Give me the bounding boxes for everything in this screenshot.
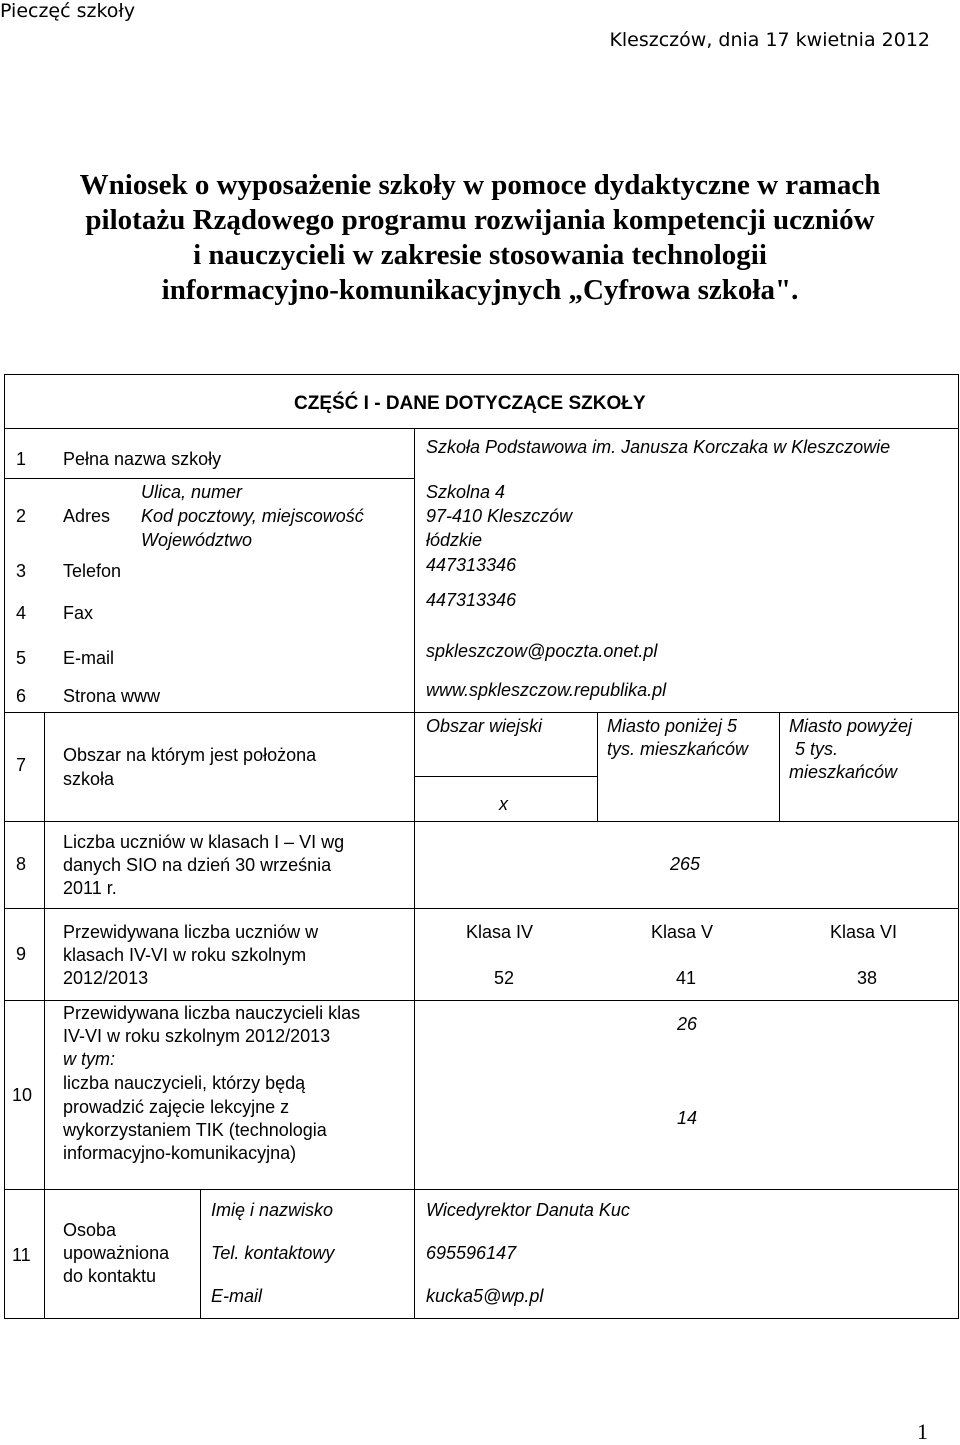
street-label: Ulica, numer [141,482,243,502]
postal-label: Kod pocztowy, miejscowość [141,506,364,526]
area-option-town-small: tys. mieszkańców [607,739,749,759]
place-date: Kleszczów, dnia 17 kwietnia 2012 [609,29,930,51]
row-number: 7 [16,755,27,775]
area-option-town-large: Miasto powyżej [789,716,913,736]
contact-phone-value: 695596147 [426,1243,517,1263]
postal-value: 97-410 Kleszczów [426,506,573,526]
fax-value: 447313346 [426,590,517,610]
row-number: 10 [12,1085,33,1105]
class-header: Klasa V [651,922,714,942]
students-label: Liczba uczniów w klasach I – VI wg [63,832,345,852]
forecast-students-label: klasach IV-VI w roku szkolnym [63,945,307,965]
contact-email-label: E-mail [211,1286,263,1306]
website-link[interactable]: www.spkleszczow.republika.pl [426,680,667,700]
row-number: 4 [16,603,27,623]
contact-name-value: Wicedyrektor Danuta Kuc [426,1200,630,1220]
email-link[interactable]: spkleszczow@poczta.onet.pl [426,641,658,661]
teachers-label: w tym: [63,1049,115,1069]
voivodeship-label: Województwo [141,530,253,550]
area-label: Obszar na którym jest położona [63,745,317,765]
street-value: Szkolna 4 [426,482,506,502]
forecast-students-label: Przewidywana liczba uczniów w [63,922,319,942]
voivodeship-value: łódzkie [426,530,483,550]
area-selected-mark: x [499,794,508,814]
class-value: 52 [494,968,515,988]
forecast-students-label: 2012/2013 [63,968,149,988]
school-stamp-label: Pieczęć szkoły [0,0,136,22]
area-option-town-small: Miasto poniżej 5 [607,716,738,736]
row-number: 8 [16,854,27,874]
teachers-value: 26 [677,1014,698,1034]
area-label: szkoła [63,769,115,789]
page-number: 1 [917,1419,928,1444]
row-number: 11 [12,1245,31,1265]
row-number: 3 [16,561,27,581]
contact-phone-label: Tel. kontaktowy [211,1243,335,1263]
website-label: Strona www [63,686,161,706]
students-value: 265 [670,854,701,874]
class-header: Klasa IV [466,922,534,942]
email-label: E-mail [63,648,115,668]
class-value: 38 [857,968,878,988]
contact-email-link[interactable]: kucka5@wp.pl [426,1286,544,1306]
address-label: Adres [63,506,111,526]
row-number: 5 [16,648,27,668]
phone-value: 447313346 [426,555,517,575]
teachers-label: informacyjno-komunikacyjna) [63,1143,297,1163]
area-option-town-large: 5 tys. [795,739,839,759]
teachers-label: Przewidywana liczba nauczycieli klas [63,1003,361,1023]
students-label: danych SIO na dzień 30 września [63,855,332,875]
teachers-label: IV-VI w roku szkolnym 2012/2013 [63,1026,331,1046]
teachers-label: liczba nauczycieli, którzy będą [63,1073,306,1093]
teachers-label: prowadzić zajęcie lekcyjne z [63,1097,290,1117]
area-option-rural: Obszar wiejski [426,716,543,736]
contact-person-label: do kontaktu [63,1266,157,1286]
contact-name-label: Imię i nazwisko [211,1200,334,1220]
school-name-value: Szkoła Podstawowa im. Janusza Korczaka w Kleszczowie [426,437,891,457]
class-value: 41 [676,968,697,988]
title-line: i nauczycieli w zakresie stosowania technologii [193,239,767,271]
row-number: 2 [16,506,27,526]
title-line: Wniosek o wyposażenie szkoły w pomoce dydaktyczne w ramach [79,169,881,201]
fax-label: Fax [63,603,94,623]
title-line: pilotażu Rządowego programu rozwijania kompetencji uczniów [85,204,875,236]
document-title [20,168,940,308]
school-name-label: Pełna nazwa szkoły [63,449,222,469]
row-number: 9 [16,944,27,964]
phone-label: Telefon [63,561,122,581]
section-title: CZĘŚĆ I - DANE DOTYCZĄCE SZKOŁY [294,393,646,414]
contact-person-label: Osoba [63,1220,117,1240]
title-line: informacyjno-komunikacyjnych „Cyfrowa szkoła". [161,274,799,306]
class-header: Klasa VI [830,922,898,942]
teachers-label: wykorzystaniem TIK (technologia [63,1120,327,1140]
area-option-town-large: mieszkańców [789,762,898,782]
tik-teachers-value: 14 [677,1108,698,1128]
students-label: 2011 r. [63,878,117,898]
row-number: 6 [16,686,27,706]
contact-person-label: upoważniona [63,1243,170,1263]
row-number: 1 [16,449,27,469]
